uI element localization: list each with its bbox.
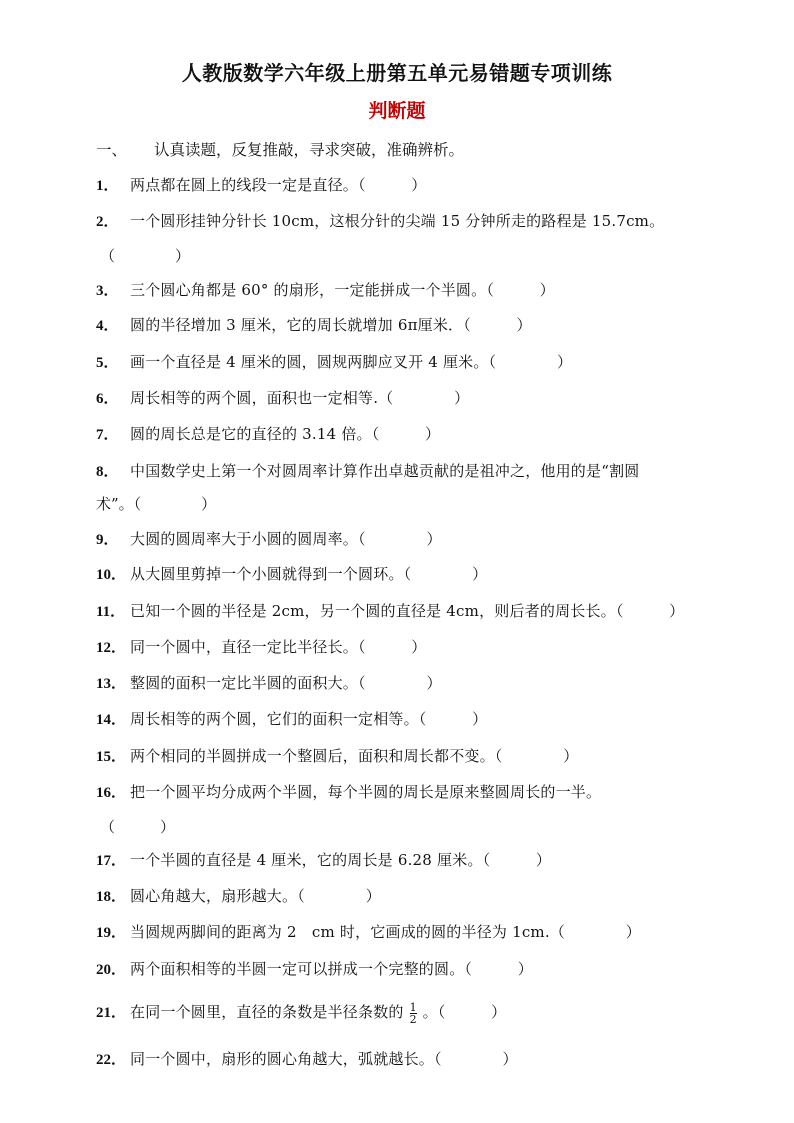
question-item: 6． 周长相等的两个圆，面积也一定相等.（ ） xyxy=(96,389,470,407)
fraction-numerator: 1 xyxy=(409,1000,417,1014)
question-item: 16． 把一个圆平均分成两个半圆，每个半圆的周长是原来整圆周长的一半。 xyxy=(96,783,602,801)
question-item: 5． 画一个直径是 4 厘米的圆，圆规两脚应叉开 4 厘米。（ ） xyxy=(96,353,573,371)
question-item: 3． 三个圆心角都是 60° 的扇形，一定能拼成一个半圆。（ ） xyxy=(96,281,555,299)
page-title: 人教版数学六年级上册第五单元易错题专项训练 xyxy=(181,61,613,85)
section-number: 一、 xyxy=(96,141,128,159)
question-item: 18． 圆心角越大，扇形越大。（ ） xyxy=(96,887,381,905)
question-item: 11． 已知一个圆的半径是 2cm，另一个圆的直径是 4cm，则后者的周长长。（ ） xyxy=(96,602,685,620)
section-instruction: 认真读题，反复推敲，寻求突破，准确辨析。 xyxy=(154,141,465,159)
section-subtitle: 判断题 xyxy=(368,100,426,122)
question-item: 8． 中国数学史上第一个对圆周率计算作出卓越贡献的是祖冲之，他用的是“割圆 xyxy=(96,462,640,480)
question-item: 14． 周长相等的两个圆，它们的面积一定相等。（ ） xyxy=(96,710,488,728)
question-item: 7． 圆的周长总是它的直径的 3.14 倍。（ ） xyxy=(96,425,441,443)
question-item: 10． 从大圆里剪掉一个小圆就得到一个圆环。（ ） xyxy=(96,565,488,583)
question-item: 20． 两个面积相等的半圆一定可以拼成一个完整的圆。（ ） xyxy=(96,960,533,978)
question-item: 9． 大圆的圆周率大于小圆的圆周率。（ ） xyxy=(96,530,442,548)
fraction-denominator: 2 xyxy=(409,1012,417,1026)
question-item: 17． 一个半圆的直径是 4 厘米，它的周长是 6.28 厘米。（ ） xyxy=(96,851,552,869)
question-item: 13． 整圆的面积一定比半圆的面积大。（ ） xyxy=(96,674,442,692)
question-item: 19． 当圆规两脚间的距离为 2 cm 时，它画成的圆的半径为 1cm.（ ） xyxy=(96,923,642,941)
question-item: 2． 一个圆形挂钟分针长 10cm，这根分针的尖端 15 分钟所走的路程是 15.7cm。 xyxy=(96,212,665,230)
question-continuation: （ ） xyxy=(100,818,176,836)
question-item: 21． 在同一个圆里，直径的条数是半径条数的 $\frac{1}{2}$ 。（ ） xyxy=(96,1000,507,1026)
fraction xyxy=(410,1002,417,1025)
question-item: 1． 两点都在圆上的线段一定是直径。（ ） xyxy=(96,176,427,194)
section-heading xyxy=(96,138,464,160)
question-continuation: 术”。（ ） xyxy=(96,495,217,513)
question-item: 4． 圆的半径增加 3 厘米，它的周长就增加 6π厘米．（ ） xyxy=(96,316,532,334)
question-item: 22． 同一个圆中，扇形的圆心角越大，弧就越长。（ ） xyxy=(96,1050,518,1068)
question-item: 15． 两个相同的半圆拼成一个整圆后，面积和周长都不变。（ ） xyxy=(96,747,579,765)
question-continuation: （ ） xyxy=(100,247,191,265)
question-item: 12． 同一个圆中，直径一定比半径长。（ ） xyxy=(96,638,427,656)
